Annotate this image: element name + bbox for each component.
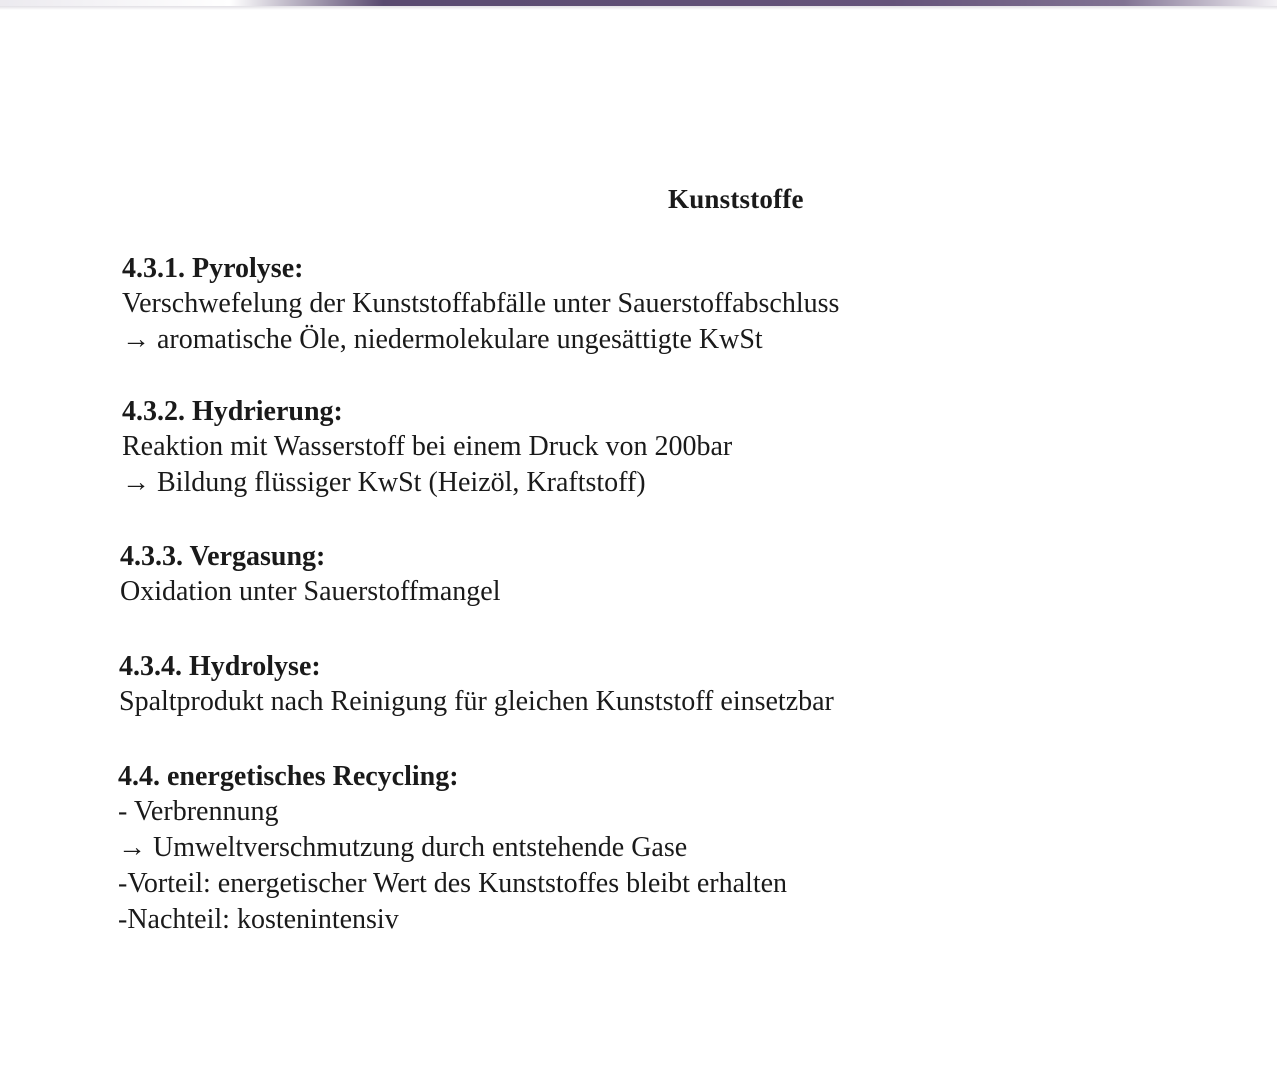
section-text-line: Oxidation unter Sauerstoffmangel [120, 576, 501, 607]
section-heading: 4.3.2. Hydrierung: [122, 396, 343, 427]
section-pyrolyse [122, 252, 1022, 358]
section-hydrolyse [119, 650, 1019, 720]
section-text-line: -Nachteil: kostenintensiv [118, 904, 399, 935]
section-text-line: - Verbrennung [118, 796, 279, 827]
page-title: Kunststoffe [668, 184, 804, 214]
section-text-line: -Vorteil: energetischer Wert des Kunststoffes bleibt erhalten [118, 868, 788, 899]
section-heading: 4.3.3. Vergasung: [120, 541, 326, 572]
section-text-line: → Bildung flüssiger KwSt (Heizöl, Kraftstoff) [122, 467, 646, 498]
section-text-line: Verschwefelung der Kunststoffabfälle unter Sauerstoffabschluss [122, 288, 840, 319]
section-text-line: Spaltprodukt nach Reinigung für gleichen Kunststoff einsetzbar [119, 686, 834, 717]
section-heading: 4.3.4. Hydrolyse: [119, 651, 321, 682]
section-text-line: Reaktion mit Wasserstoff bei einem Druck von 200bar [122, 431, 733, 462]
section-hydrierung [122, 395, 1022, 501]
section-heading: 4.3.1. Pyrolyse: [122, 253, 304, 284]
section-energetisches-recycling [118, 760, 1018, 938]
section-text-line: → aromatische Öle, niedermolekulare ungesättigte KwSt [122, 324, 763, 355]
section-text-line: → Umweltverschmutzung durch entstehende Gase [118, 832, 688, 863]
section-vergasung [120, 540, 1020, 610]
section-heading: 4.4. energetisches Recycling: [118, 761, 459, 792]
